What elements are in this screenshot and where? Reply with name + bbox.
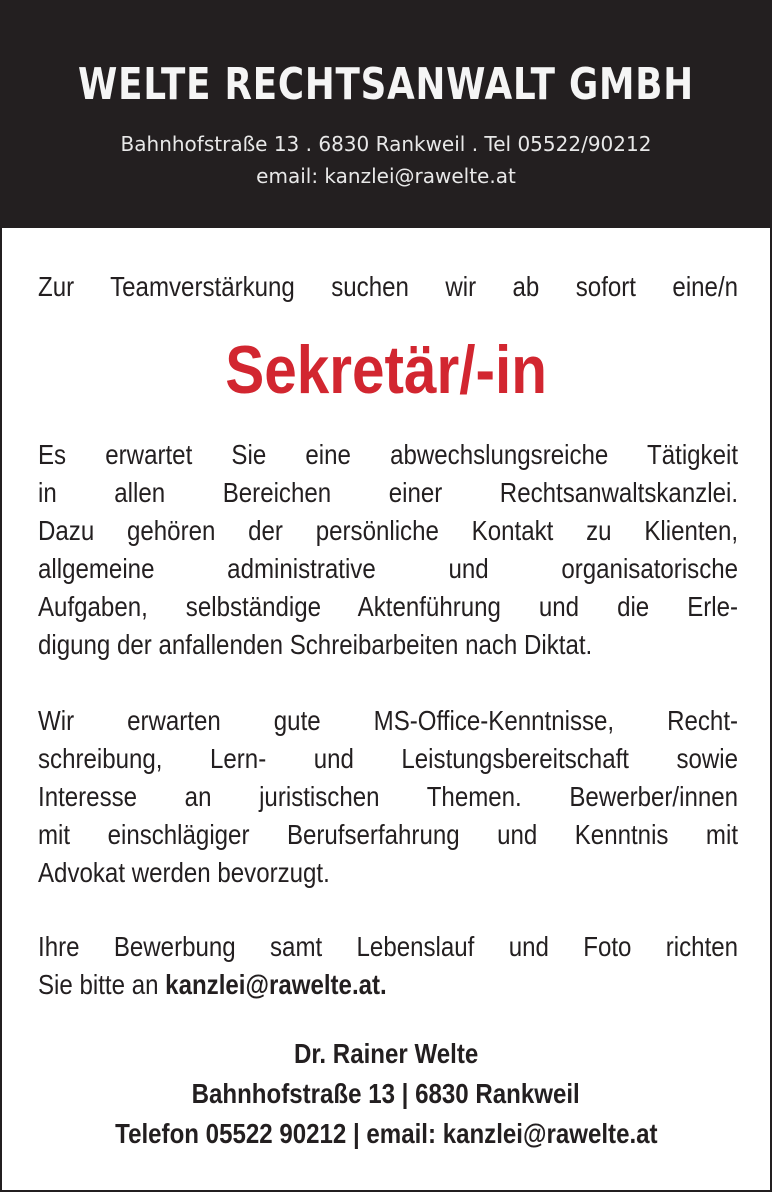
- text-line: digung der anfallenden Schreibarbeiten nach Diktat.: [38, 629, 593, 660]
- text-line: Es erwartet Sie eine abwechslungsreiche Tätigkeit: [38, 439, 739, 470]
- intro-line: Zur Teamverstärkung suchen wir ab sofort eine/n: [38, 271, 739, 302]
- text-line: mit einschlägiger Berufserfahrung und Kenntnis mit: [38, 819, 739, 850]
- paragraph-requirements: [38, 702, 738, 892]
- text-line: Aufgaben, selbständige Aktenführung und die Erle-: [38, 591, 739, 622]
- text-line: in allen Bereichen einer Rechtsanwaltskanzlei.: [38, 477, 739, 508]
- signature-block: [2, 1034, 770, 1154]
- signature-address: Bahnhofstraße 13 | 6830 Rankweil: [191, 1078, 581, 1109]
- text-line: Advokat werden bevorzugt.: [38, 857, 330, 888]
- text-line: allgemeine administrative und organisatorische: [38, 553, 739, 584]
- text-line: Wir erwarten gute MS-Office-Kenntnisse, Recht-: [38, 705, 739, 736]
- text-line: Ihre Bewerbung samt Lebenslauf und Foto richten: [38, 931, 739, 962]
- application-prefix: Sie bitte an: [38, 969, 166, 1000]
- job-title-text: Sekretär/-in: [225, 332, 547, 408]
- job-title: [2, 328, 770, 412]
- text-line: Dazu gehören der persönliche Kontakt zu Klienten,: [38, 515, 739, 546]
- letterhead-banner: [2, 2, 770, 228]
- text-line: [38, 966, 738, 1004]
- text-line: Interesse an juristischen Themen. Bewerber/innen: [38, 781, 739, 812]
- firm-email: email: kanzlei@rawelte.at: [256, 164, 516, 188]
- signature-contact: Telefon 05522 90212 | email: kanzlei@rawelte.at: [114, 1118, 658, 1149]
- paragraph-duties: [38, 436, 738, 664]
- firm-name: WELTE RECHTSANWALT GMBH: [78, 59, 694, 110]
- application-email: kanzlei@rawelte.at.: [165, 969, 387, 1000]
- firm-address: Bahnhofstraße 13 . 6830 Rankweil . Tel 05522/90212: [120, 132, 652, 156]
- paragraph-application: [38, 928, 738, 1004]
- text-line: schreibung, Lern- und Leistungsbereitschaft sowie: [38, 743, 739, 774]
- signature-name: Dr. Rainer Welte: [293, 1038, 479, 1069]
